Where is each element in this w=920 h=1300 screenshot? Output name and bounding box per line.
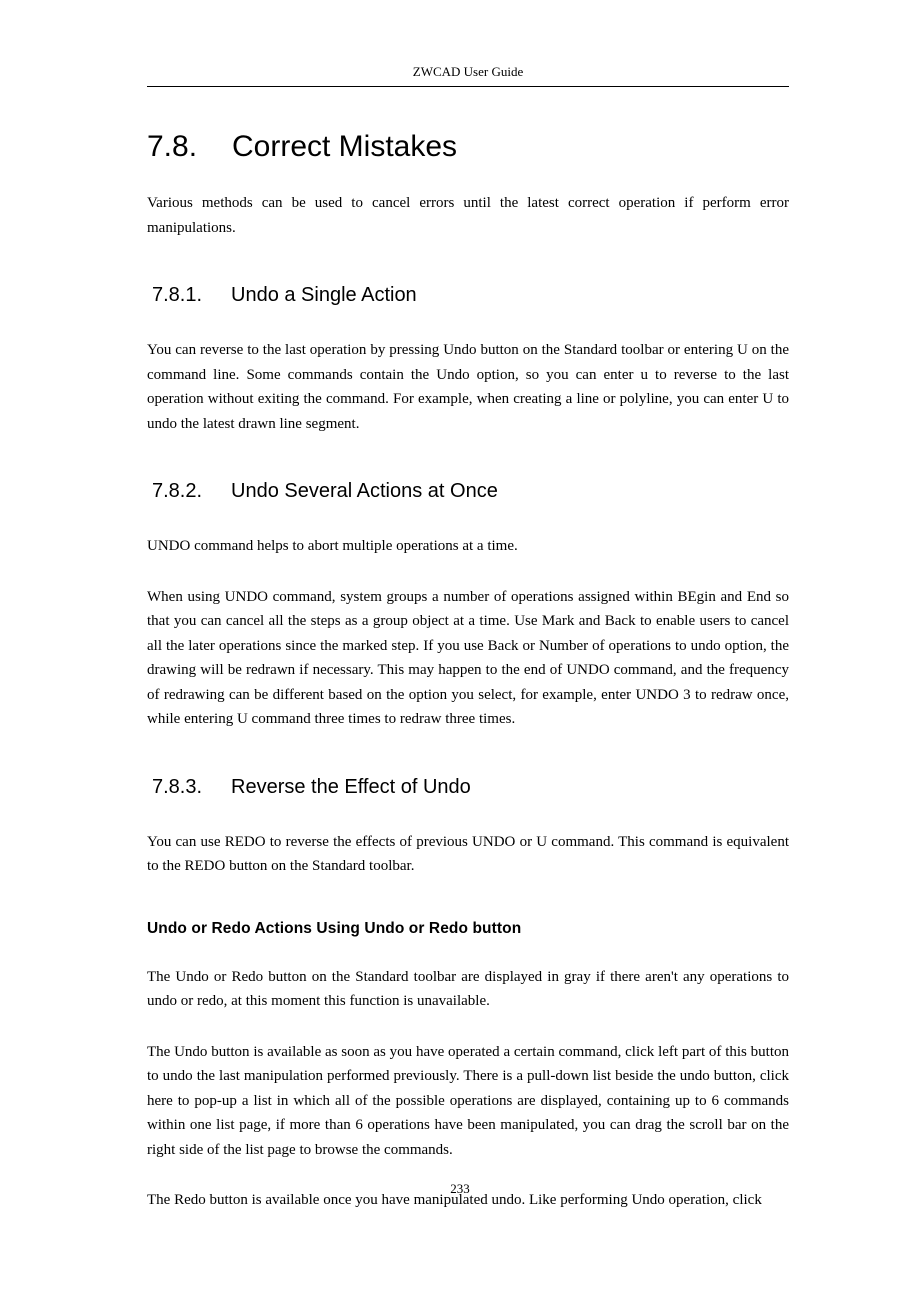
paragraph: When using UNDO command, system groups a number of operations assigned within BEgin and End so that you can cancel all the steps as a group object at a time. Use Mark and Back to enable users to cancel all the later operations since the marked step. If you use Back or Number of operations to undo option, the drawing will be redrawn if necessary. This may happen to the end of UNDO command, and the frequency of redrawing can be different based on the option you select, for example, enter UNDO 3 to redraw once, while entering U command three times to redraw three times.	[147, 588, 789, 727]
paragraph: The Undo button is available as soon as you have operated a certain command, click left part of this button to undo the last manipulation performed previously. There is a pull-down list beside the undo button, click here to pop-up a list in which all of the possible operations are displayed, containing up to 6 commands within one list page, if more than 6 operations have been manipulated, you can drag the scroll bar on the right side of the list page to browse the commands.	[147, 1043, 789, 1158]
chapter-title-text: Correct Mistakes	[232, 130, 458, 163]
paragraph: The Undo or Redo button on the Standard toolbar are displayed in gray if there aren't any operations to undo or redo, at this moment this function is unavailable.	[147, 968, 789, 1009]
section-heading-783	[147, 774, 789, 800]
chapter-title	[147, 129, 789, 165]
paragraph: You can use REDO to reverse the effects of previous UNDO or U command. This command is equivalent to the REDO button on the Standard toolbar.	[147, 833, 789, 874]
section-number-781: 7.8.1.	[152, 284, 203, 306]
section-heading-text-782: Undo Several Actions at Once	[231, 480, 498, 502]
paragraph-intro: Various methods can be used to cancel errors until the latest correct operation if perform error manipulations.	[147, 195, 789, 236]
section-number-783: 7.8.3.	[152, 775, 203, 798]
paragraph: The Redo button is available once you have manipulated undo. Like performing Undo operation, click	[147, 1192, 762, 1208]
section-heading-781	[147, 282, 789, 308]
paragraph: You can reverse to the last operation by pressing Undo button on the Standard toolbar or entering U on the command line. Some commands contain the Undo option, so you can enter u to reverse to the last operation without exiting the command. For example, when creating a line or polyline, you can enter U to undo the latest drawn line segment.	[147, 342, 789, 432]
section-heading-text-783: Reverse the Effect of Undo	[231, 775, 471, 798]
header-title: ZWCAD User Guide	[412, 64, 524, 79]
section-heading-text-781: Undo a Single Action	[231, 284, 417, 306]
page-header	[147, 64, 789, 87]
chapter-number: 7.8.	[147, 130, 198, 163]
paragraph: UNDO command helps to abort multiple operations at a time.	[147, 538, 518, 554]
page-number: 233	[450, 1181, 470, 1196]
page-footer	[0, 1181, 920, 1197]
document-body	[147, 129, 789, 1213]
subheading-undo-redo-button: Undo or Redo Actions Using Undo or Redo button	[147, 919, 522, 937]
section-number-782: 7.8.2.	[152, 480, 203, 502]
section-heading-782	[147, 478, 789, 504]
